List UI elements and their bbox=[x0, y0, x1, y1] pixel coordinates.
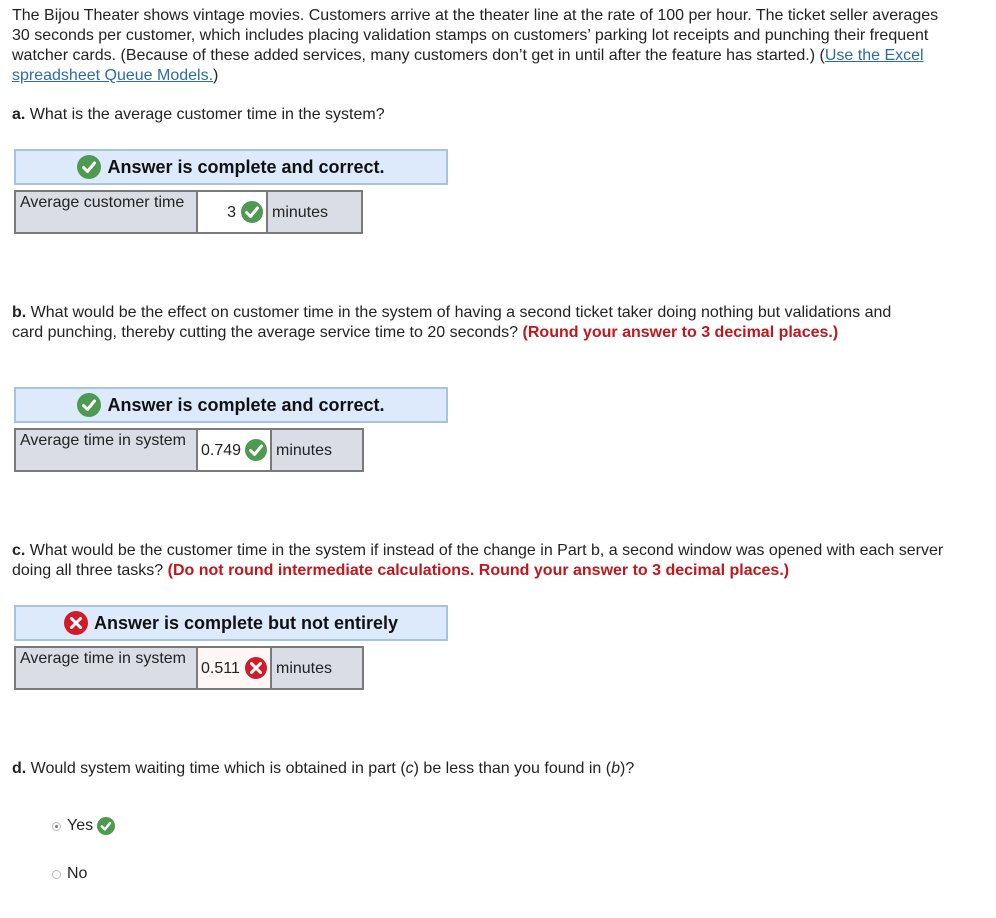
answer-b-row bbox=[14, 428, 364, 472]
question-a-text: What is the average customer time in the system? bbox=[25, 106, 385, 123]
question-d-text-3: )? bbox=[620, 760, 635, 777]
check-circle-icon bbox=[77, 155, 101, 179]
option-no[interactable] bbox=[52, 865, 87, 883]
question-d bbox=[12, 759, 634, 779]
answer-c-field[interactable] bbox=[198, 646, 272, 690]
question-d-text-1: Would system waiting time which is obtained in part ( bbox=[26, 760, 406, 777]
question-b-text: What would be the effect on customer time in the system of having a second ticket taker doing nothing but validations and card punching, thereby cutting the average service time to 20 seconds? bbox=[12, 304, 892, 341]
answer-a-banner-text: Answer is complete and correct. bbox=[107, 156, 385, 177]
answer-a-field[interactable] bbox=[198, 190, 268, 234]
question-a bbox=[12, 105, 385, 125]
question-b-hint: (Round your answer to 3 decimal places.) bbox=[522, 324, 839, 341]
question-d-ref-b: b bbox=[611, 760, 620, 777]
answer-b-unit: minutes bbox=[272, 428, 364, 472]
option-no-label: No bbox=[67, 865, 88, 882]
answer-c-row bbox=[14, 646, 364, 690]
answer-a-unit: minutes bbox=[268, 190, 363, 234]
question-b-prefix: b. bbox=[12, 304, 27, 321]
excel-queue-models-link[interactable]: Use the Excel spreadsheet Queue Models. bbox=[12, 47, 924, 84]
answer-c-label: Average time in system bbox=[14, 646, 198, 690]
intro-close: ) bbox=[213, 67, 219, 84]
answer-b-label: Average time in system bbox=[14, 428, 198, 472]
answer-c-unit: minutes bbox=[272, 646, 364, 690]
check-circle-icon bbox=[244, 438, 268, 462]
question-d-prefix: d. bbox=[12, 760, 27, 777]
problem-intro bbox=[12, 6, 942, 86]
answer-b-value: 0.749 bbox=[201, 442, 242, 459]
answer-c-value: 0.511 bbox=[201, 660, 240, 677]
question-a-prefix: a. bbox=[12, 106, 26, 123]
question-d-ref-c: c bbox=[405, 760, 414, 777]
x-circle-icon bbox=[244, 656, 268, 680]
answer-a-row bbox=[14, 190, 363, 234]
answer-c-banner bbox=[14, 605, 448, 641]
intro-text: The Bijou Theater shows vintage movies. Customers arrive at the theater line at the rate of 100 per hour. The ticket seller averages 30 seconds per customer, which includes placing validation stamps on customers’ parking lot receipts and punching their frequent watcher cards. (Because of these added services, many customers don’t get in until after the feature has started.) ( bbox=[12, 7, 939, 64]
answer-a-banner bbox=[14, 149, 448, 185]
answer-b-banner-text: Answer is complete and correct. bbox=[107, 394, 385, 415]
radio-yes[interactable] bbox=[52, 822, 61, 831]
question-c bbox=[12, 541, 962, 581]
check-circle-icon bbox=[77, 393, 101, 417]
question-c-hint: (Do not round intermediate calculations. Round your answer to 3 decimal places.) bbox=[167, 562, 790, 579]
answer-a-label: Average customer time bbox=[14, 190, 198, 234]
radio-no[interactable] bbox=[52, 870, 61, 879]
question-d-text-2: ) be less than you found in ( bbox=[413, 760, 612, 777]
x-circle-icon bbox=[64, 611, 88, 635]
check-circle-icon bbox=[240, 200, 264, 224]
answer-c-banner-text: Answer is complete but not entirely bbox=[93, 612, 399, 633]
answer-a-value: 3 bbox=[227, 204, 236, 221]
answer-b-banner bbox=[14, 387, 448, 423]
option-yes[interactable] bbox=[52, 817, 115, 835]
question-c-prefix: c. bbox=[12, 542, 26, 559]
question-c-text: What would be the customer time in the system if instead of the change in Part b, a second window was opened with each server doing all three tasks? bbox=[12, 542, 944, 579]
question-b bbox=[12, 303, 912, 343]
check-circle-icon bbox=[97, 817, 115, 835]
answer-b-field[interactable] bbox=[198, 428, 272, 472]
option-yes-label: Yes bbox=[67, 817, 94, 834]
